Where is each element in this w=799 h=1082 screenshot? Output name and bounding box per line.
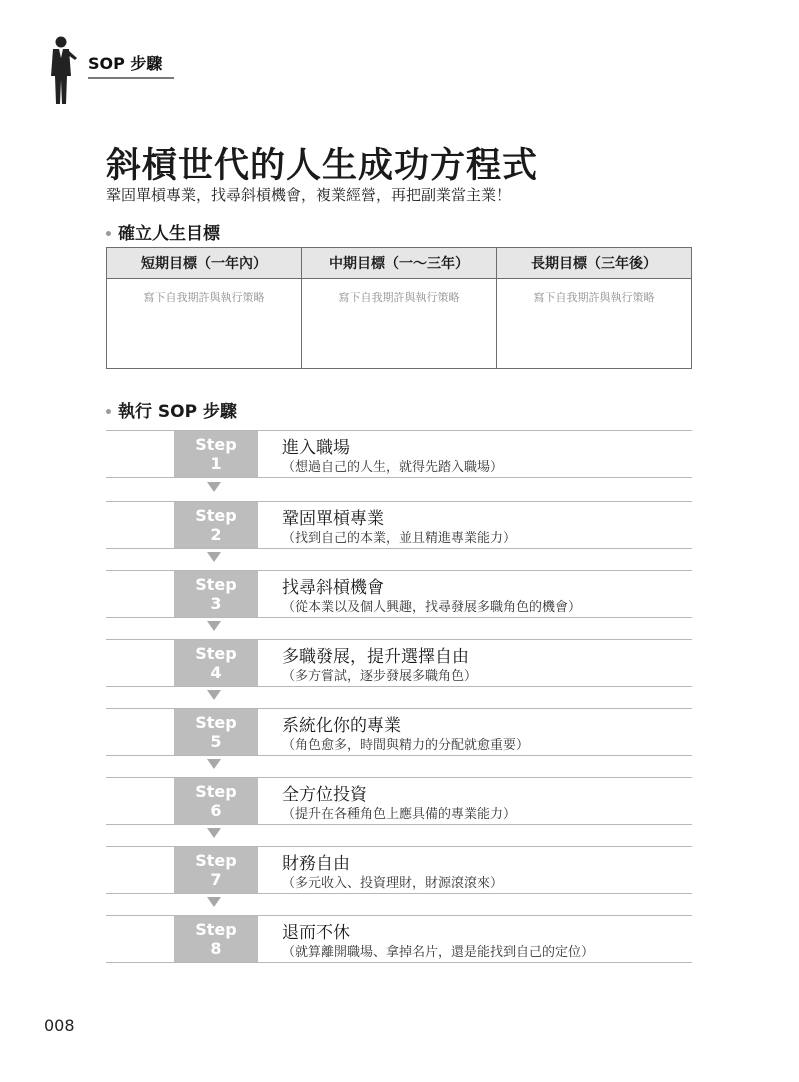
step-row [106, 430, 692, 478]
step-title: 系統化你的專業 [282, 716, 401, 736]
step-description: （角色愈多，時間與精力的分配就愈重要） [282, 738, 530, 753]
step-description: （多元收入、投資理財，財源滾滾來） [282, 876, 504, 891]
step-row [106, 708, 692, 756]
step-row [106, 639, 692, 687]
down-arrow-icon [207, 897, 221, 907]
sop-heading [104, 397, 237, 422]
step-number: 4 [210, 663, 222, 682]
step-number: 2 [210, 525, 222, 544]
step-title: 多職發展，提升選擇自由 [282, 647, 469, 667]
goal-column-header-mid: 中期目標（一～三年） [302, 248, 497, 279]
step-description: （想過自己的人生，就得先踏入職場） [282, 460, 504, 475]
goal-cell-short: 寫下自我期許與執行策略 [107, 279, 302, 369]
bullet-dot: • [104, 405, 113, 421]
step-badge [174, 502, 258, 548]
step-description: （多方嘗試，逐步發展多職角色） [282, 669, 478, 684]
step-word: Step [195, 506, 237, 525]
step-title: 退而不休 [282, 923, 350, 943]
step-word: Step [195, 435, 237, 454]
page-number: 008 [44, 1016, 75, 1035]
step-row [106, 570, 692, 618]
goal-cell-long: 寫下自我期許與執行策略 [497, 279, 692, 369]
goal-column-header-long: 長期目標（三年後） [497, 248, 692, 279]
goal-column-header-short: 短期目標（一年內） [107, 248, 302, 279]
step-title: 進入職場 [282, 438, 350, 458]
page-subtitle: 鞏固單槓專業，找尋斜槓機會，複業經營，再把副業當主業！ [106, 186, 512, 204]
step-badge [174, 847, 258, 893]
goals-heading [104, 219, 220, 244]
step-row [106, 915, 692, 963]
step-description: （從本業以及個人興趣，找尋發展多職角色的機會） [282, 600, 582, 615]
step-title: 全方位投資 [282, 785, 367, 805]
step-word: Step [195, 644, 237, 663]
step-title: 找尋斜槓機會 [282, 578, 384, 598]
step-word: Step [195, 851, 237, 870]
businessman-icon [44, 36, 78, 106]
step-badge [174, 640, 258, 686]
step-number: 7 [210, 870, 222, 889]
step-badge [174, 709, 258, 755]
step-row [106, 501, 692, 549]
goals-heading-text: 確立人生目標 [117, 224, 220, 244]
step-number: 5 [210, 732, 222, 751]
down-arrow-icon [207, 621, 221, 631]
sop-heading-text: 執行 SOP 步驟 [117, 402, 237, 422]
step-row [106, 846, 692, 894]
step-number: 1 [210, 454, 222, 473]
step-title: 鞏固單槓專業 [282, 509, 384, 529]
bullet-dot: • [104, 227, 113, 243]
step-word: Step [195, 920, 237, 939]
step-row [106, 777, 692, 825]
step-word: Step [195, 782, 237, 801]
step-badge [174, 571, 258, 617]
step-title: 財務自由 [282, 854, 350, 874]
step-word: Step [195, 575, 237, 594]
step-description: （就算離開職場、拿掉名片，還是能找到自己的定位） [282, 945, 595, 960]
down-arrow-icon [207, 482, 221, 492]
step-number: 6 [210, 801, 222, 820]
header-label: SOP 步驟 [88, 51, 174, 79]
down-arrow-icon [207, 828, 221, 838]
page-title: 斜槓世代的人生成功方程式 [106, 146, 539, 186]
down-arrow-icon [207, 552, 221, 562]
step-description: （提升在各種角色上應具備的專業能力） [282, 807, 517, 822]
step-word: Step [195, 713, 237, 732]
step-badge [174, 916, 258, 962]
step-description: （找到自己的本業，並且精進專業能力） [282, 531, 517, 546]
step-number: 8 [210, 939, 222, 958]
goal-cell-mid: 寫下自我期許與執行策略 [302, 279, 497, 369]
down-arrow-icon [207, 759, 221, 769]
step-badge [174, 778, 258, 824]
down-arrow-icon [207, 690, 221, 700]
goals-table [106, 247, 692, 369]
step-badge [174, 431, 258, 477]
step-number: 3 [210, 594, 222, 613]
